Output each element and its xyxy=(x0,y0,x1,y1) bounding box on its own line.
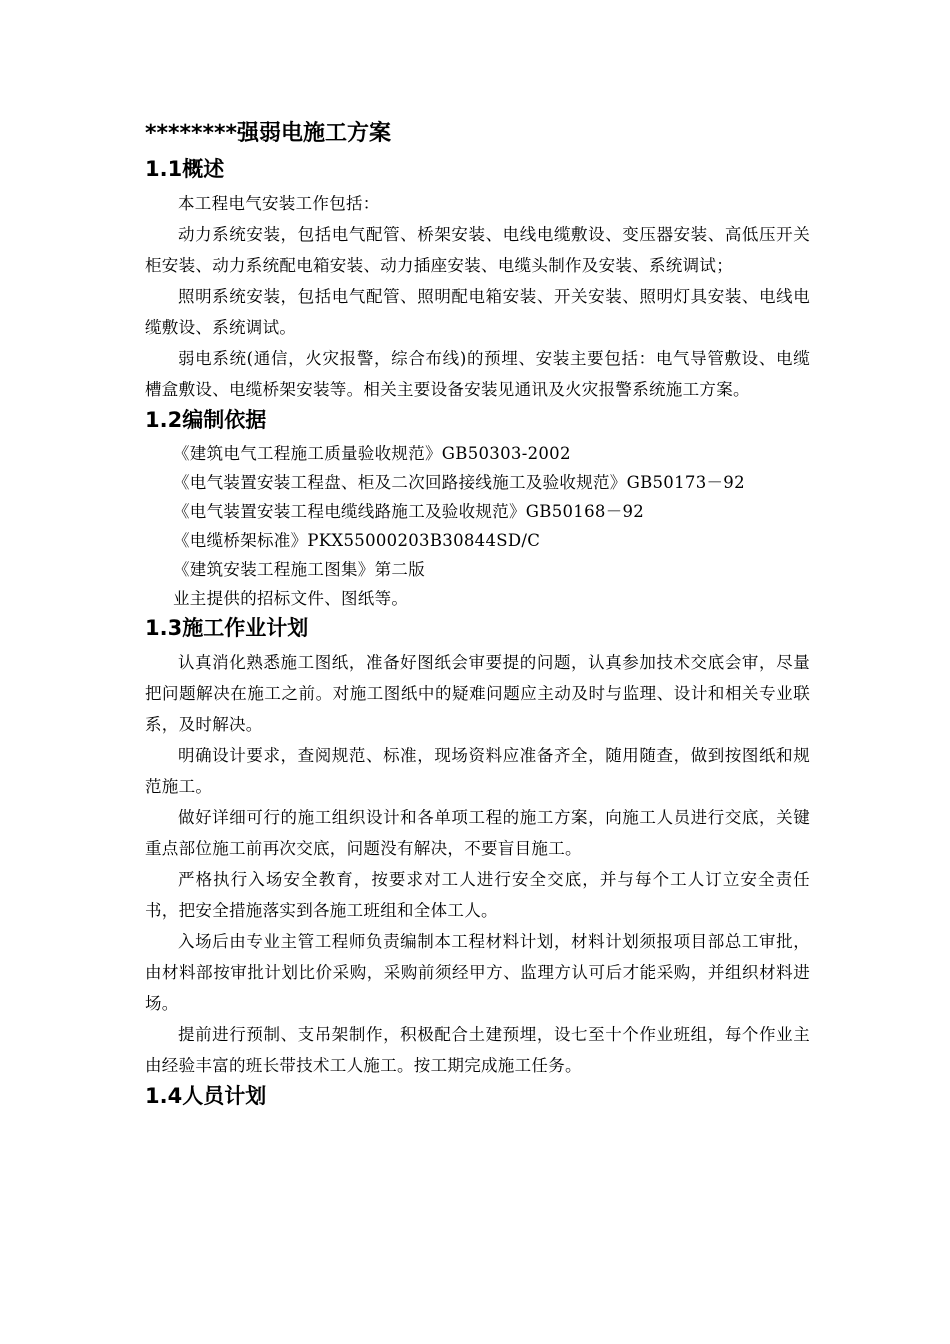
paragraph: 动力系统安装，包括电气配管、桥架安装、电线电缆敷设、变压器安装、高低压开关柜安装、动力系统配电箱安装、动力插座安装、电缆头制作及安装、系统调试； xyxy=(145,225,810,275)
paragraph: 严格执行入场安全教育，按要求对工人进行安全交底，并与每个工人订立安全责任书，把安全措施落实到各施工班组和全体工人。 xyxy=(145,870,810,920)
paragraph: 提前进行预制、支吊架制作，积极配合土建预埋，设七至十个作业班组，每个作业主由经验丰富的班长带技术工人施工。按工期完成施工任务。 xyxy=(145,1025,810,1075)
paragraph: 做好详细可行的施工组织设计和各单项工程的施工方案，向施工人员进行交底，关键重点部位施工前再次交底，问题没有解决，不要盲目施工。 xyxy=(145,808,810,858)
section-heading-staffing: 1.4人员计划 xyxy=(145,1084,267,1108)
reference-item: 《电气装置安装工程电缆线路施工及验收规范》GB50168－92 xyxy=(173,502,645,521)
document-title: ********强弱电施工方案 xyxy=(145,121,392,146)
section-heading-overview: 1.1概述 xyxy=(145,157,225,181)
reference-item: 《电缆桥架标准》PKX55000203B30844SD/C xyxy=(173,531,541,550)
paragraph: 认真消化熟悉施工图纸，准备好图纸会审要提的问题，认真参加技术交底会审，尽量把问题解决在施工之前。对施工图纸中的疑难问题应主动及时与监理、设计和相关专业联系，及时解决。 xyxy=(145,653,810,734)
reference-item: 《建筑电气工程施工质量验收规范》GB50303-2002 xyxy=(173,444,571,463)
paragraph: 照明系统安装，包括电气配管、照明配电箱安装、开关安装、照明灯具安装、电线电缆敷设、系统调试。 xyxy=(145,287,810,337)
reference-item: 《电气装置安装工程盘、柜及二次回路接线施工及验收规范》GB50173－92 xyxy=(173,473,745,492)
paragraph: 入场后由专业主管工程师负责编制本工程材料计划，材料计划须报项目部总工审批，由材料部按审批计划比价采购，采购前须经甲方、监理方认可后才能采购，并组织材料进场。 xyxy=(145,932,810,1013)
section-heading-basis: 1.2编制依据 xyxy=(145,408,267,432)
document-body xyxy=(145,118,810,1115)
paragraph: 弱电系统(通信，火灾报警，综合布线)的预埋、安装主要包括：电气导管敷设、电缆槽盒敷设、电缆桥架安装等。相关主要设备安装见通讯及火灾报警系统施工方案。 xyxy=(145,349,810,399)
reference-item: 业主提供的招标文件、图纸等。 xyxy=(173,589,409,608)
reference-item: 《建筑安装工程施工图集》第二版 xyxy=(173,560,425,579)
section-heading-work-plan: 1.3施工作业计划 xyxy=(145,616,309,640)
paragraph: 明确设计要求，查阅规范、标准，现场资料应准备齐全，随用随查，做到按图纸和规范施工。 xyxy=(145,746,810,796)
paragraph: 本工程电气安装工作包括： xyxy=(178,194,380,213)
